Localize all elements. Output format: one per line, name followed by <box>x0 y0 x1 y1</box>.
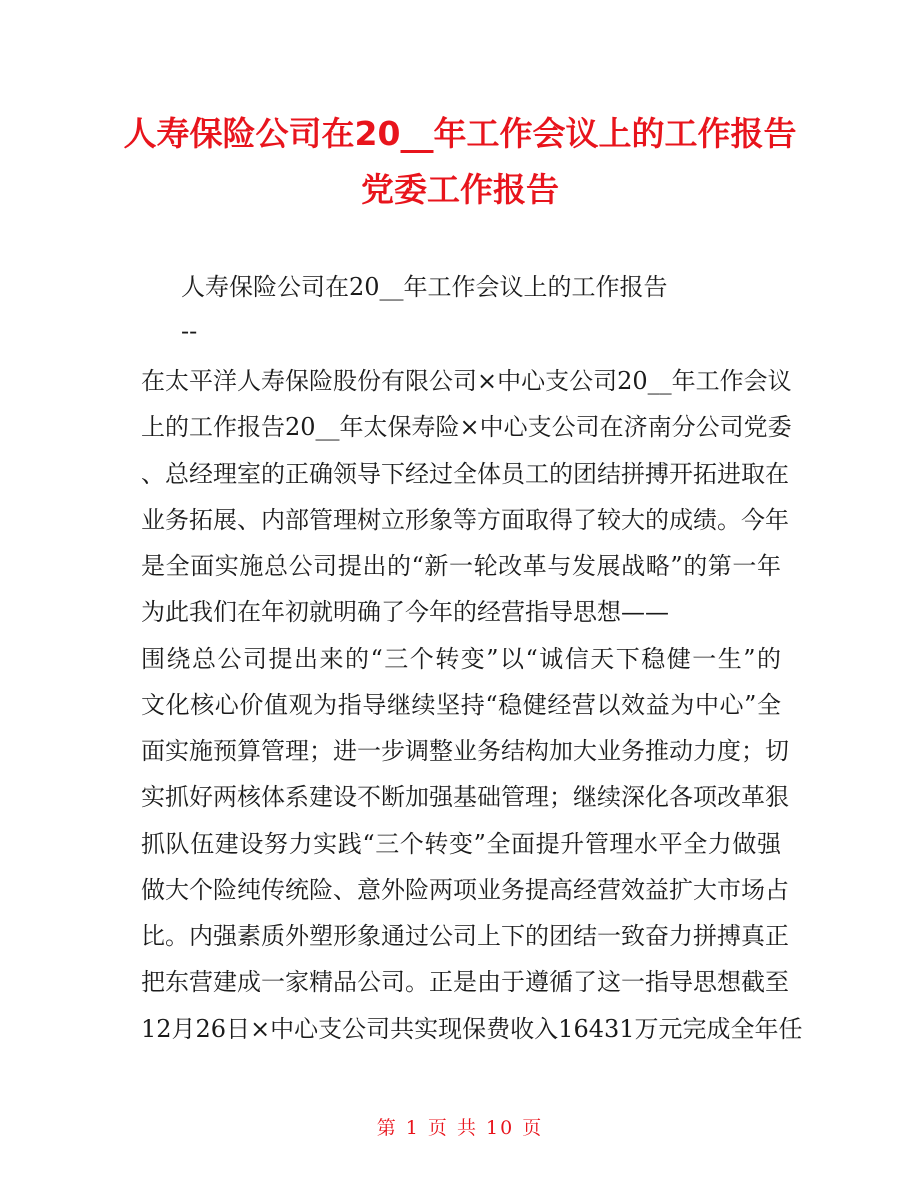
body-line: 做大个险纯传统险、意外险两项业务提高经营效益扩大市场占 <box>141 876 789 904</box>
body-line: 、总经理室的正确领导下经过全体员工的团结拼搏开拓进取在 <box>141 460 789 488</box>
body-line: 把东营建成一家精品公司。正是由于遵循了这一指导思想截至 <box>141 968 789 996</box>
page-number-footer: 第 1 页 共 10 页 <box>376 1117 544 1139</box>
body-line: 面实施预算管理；进一步调整业务结构加大业务推动力度；切 <box>141 737 789 765</box>
document-title-line-2: 党委工作报告 <box>361 170 559 209</box>
body-line: 业务拓展、内部管理树立形象等方面取得了较大的成绩。今年 <box>141 506 789 534</box>
body-line: 为此我们在年初就明确了今年的经营指导思想—— <box>141 598 669 626</box>
subtitle-dash: -- <box>181 317 198 345</box>
body-line: 是全面实施总公司提出的“新一轮改革与发展战略”的第一年 <box>141 552 781 580</box>
body-line: 比。内强素质外塑形象通过公司上下的团结一致奋力拼搏真正 <box>141 922 789 950</box>
body-line: 12月26日×中心支公司共实现保费收入16431万元完成全年任 <box>141 1015 803 1043</box>
body-line: 在太平洋人寿保险股份有限公司×中心支公司20__年工作会议 <box>141 367 792 395</box>
body-line: 实抓好两核体系建设不断加强基础管理；继续深化各项改革狠 <box>141 783 789 811</box>
body-line: 抓队伍建设努力实践“三个转变”全面提升管理水平全力做强 <box>141 830 781 858</box>
body-line: 上的工作报告20__年太保寿险×中心支公司在济南分公司党委 <box>141 413 792 441</box>
document-subtitle: 人寿保险公司在20__年工作会议上的工作报告 <box>181 273 668 301</box>
body-line: 文化核心价值观为指导继续坚持“稳健经营以效益为中心”全 <box>141 691 781 719</box>
document-title-line-1: 人寿保险公司在20__年工作会议上的工作报告 <box>123 114 797 153</box>
body-line: 围绕总公司提出来的“三个转变”以“诚信天下稳健一生”的 <box>141 645 781 673</box>
